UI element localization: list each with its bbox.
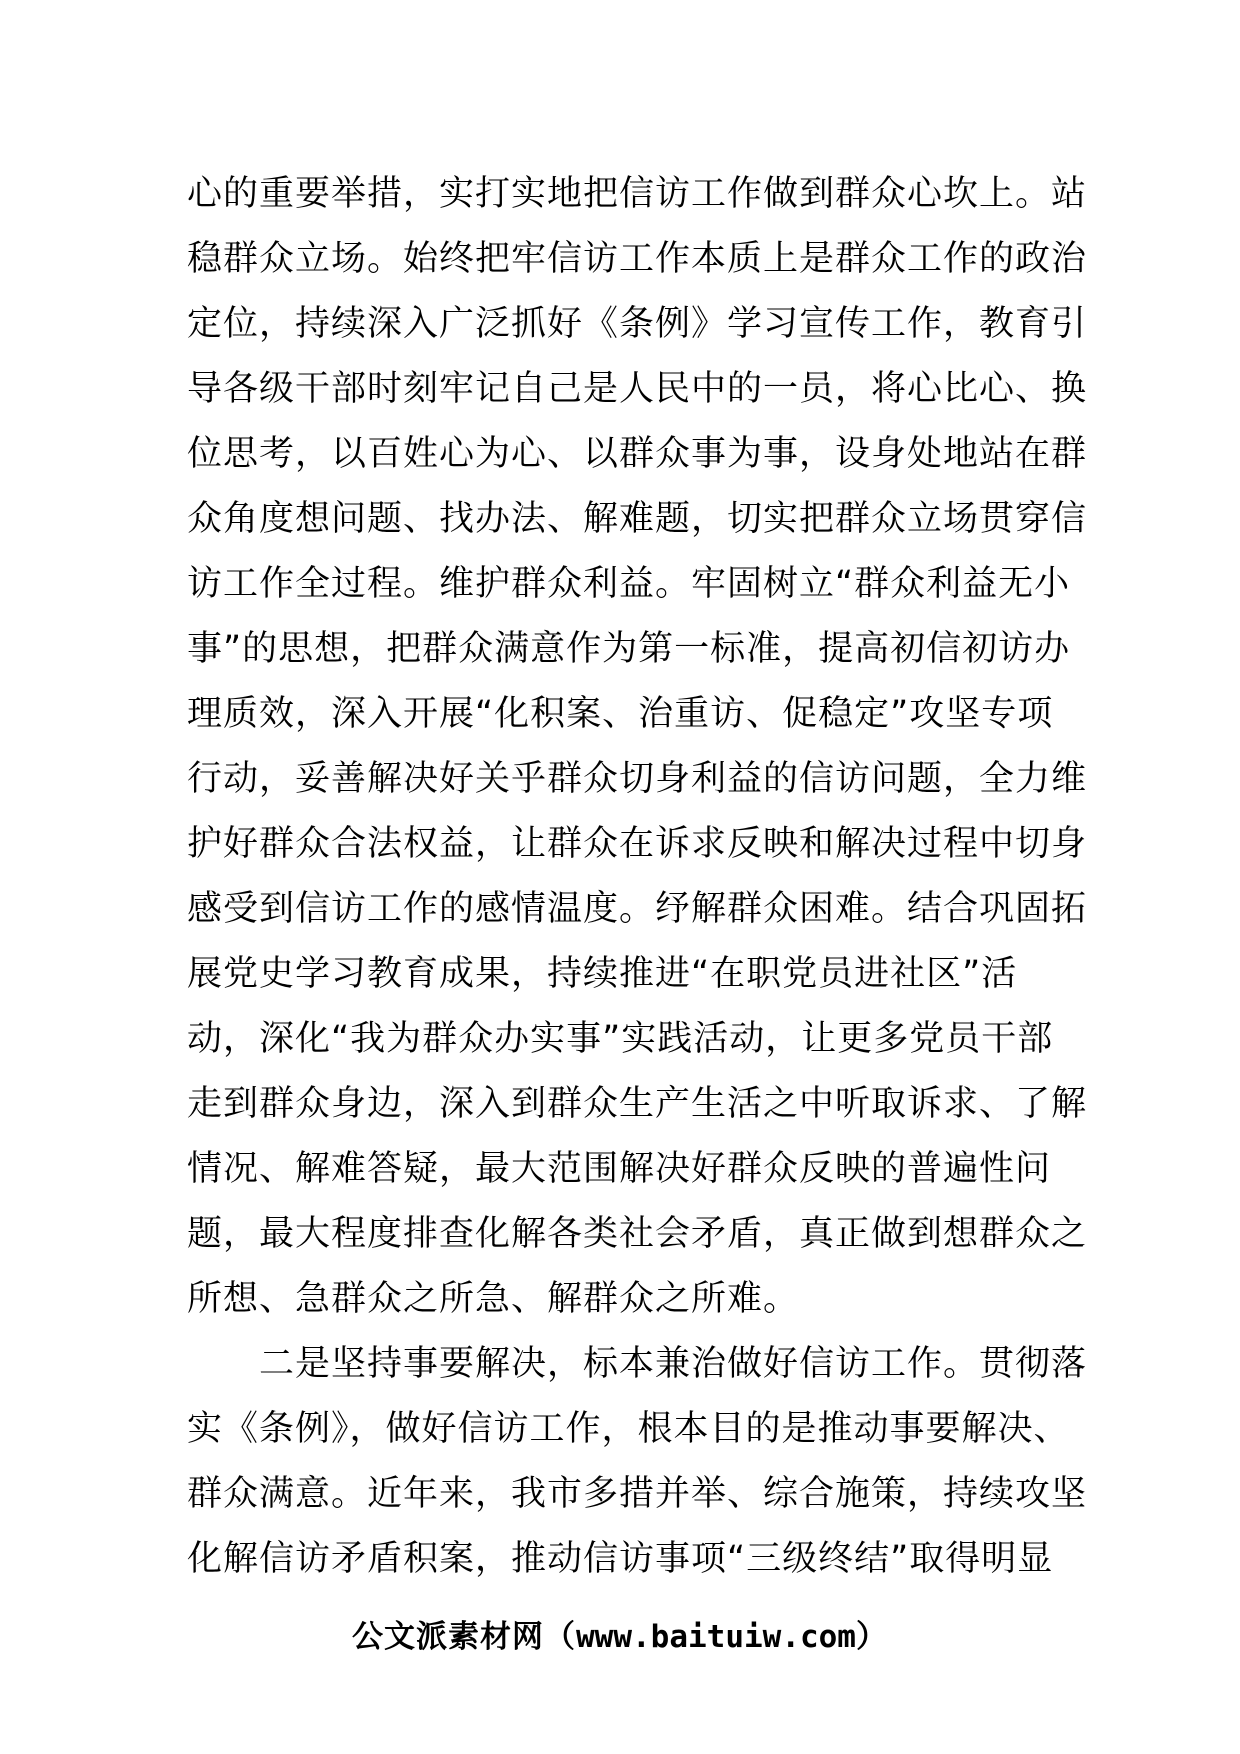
footer-close-paren: ） (855, 1619, 888, 1655)
text-line: 情况、解难答疑，最大范围解决好群众反映的普遍性问 (187, 1149, 1052, 1189)
text-line: 展党史学习教育成果，持续推进“在职党员进社区”活 (187, 954, 1018, 994)
text-line: 化解信访矛盾积案，推动信访事项“三级终结”取得明显 (187, 1539, 1054, 1579)
text-line: 稳群众立场。始终把牢信访工作本质上是群众工作的政治 (187, 239, 1088, 279)
text-line: 导各级干部时刻牢记自己是人民中的一员，将心比心、换 (187, 369, 1088, 409)
text-line: 位思考，以百姓心为心、以群众事为事，设身处地站在群 (187, 434, 1088, 474)
footer-site-name: 公文派素材网 (352, 1619, 545, 1655)
text-line: 访工作全过程。维护群众利益。牢固树立“群众利益无小 (187, 564, 1071, 604)
text-line: 题，最大程度排查化解各类社会矛盾，真正做到想群众之 (187, 1214, 1088, 1254)
text-line: 心的重要举措，实打实地把信访工作做到群众心坎上。站 (187, 174, 1088, 214)
footer-open-paren: （ (544, 1619, 577, 1655)
footer-watermark (0, 1611, 1240, 1656)
text-line: 实《条例》，做好信访工作，根本目的是推动事要解决、 (187, 1409, 1070, 1449)
text-line: 走到群众身边，深入到群众生产生活之中听取诉求、了解 (187, 1084, 1088, 1124)
text-line: 动，深化“我为群众办实事”实践活动，让更多党员干部 (187, 1019, 1054, 1059)
text-line: 所想、急群众之所急、解群众之所难。 (187, 1279, 800, 1319)
text-line: 感受到信访工作的感情温度。纾解群众困难。结合巩固拓 (187, 889, 1088, 929)
body-text (187, 162, 1088, 1592)
text-line: 定位，持续深入广泛抓好《条例》学习宣传工作，教育引 (187, 304, 1088, 344)
text-line: 理质效，深入开展“化积案、治重访、促稳定”攻坚专项 (187, 694, 1054, 734)
text-line: 事”的思想，把群众满意作为第一标准，提高初信初访办 (187, 629, 1071, 669)
text-line: 群众满意。近年来，我市多措并举、综合施策，持续攻坚 (187, 1474, 1088, 1514)
text-line: 护好群众合法权益，让群众在诉求反映和解决过程中切身 (187, 824, 1088, 864)
text-line: 行动，妥善解决好关乎群众切身利益的信访问题，全力维 (187, 759, 1088, 799)
footer-url: www.baituiw.com (576, 1619, 856, 1655)
paragraph-start-line: 二是坚持事要解决，标本兼治做好信访工作。贯彻落 (187, 1344, 1088, 1384)
text-line: 众角度想问题、找办法、解难题，切实把群众立场贯穿信 (187, 499, 1088, 539)
